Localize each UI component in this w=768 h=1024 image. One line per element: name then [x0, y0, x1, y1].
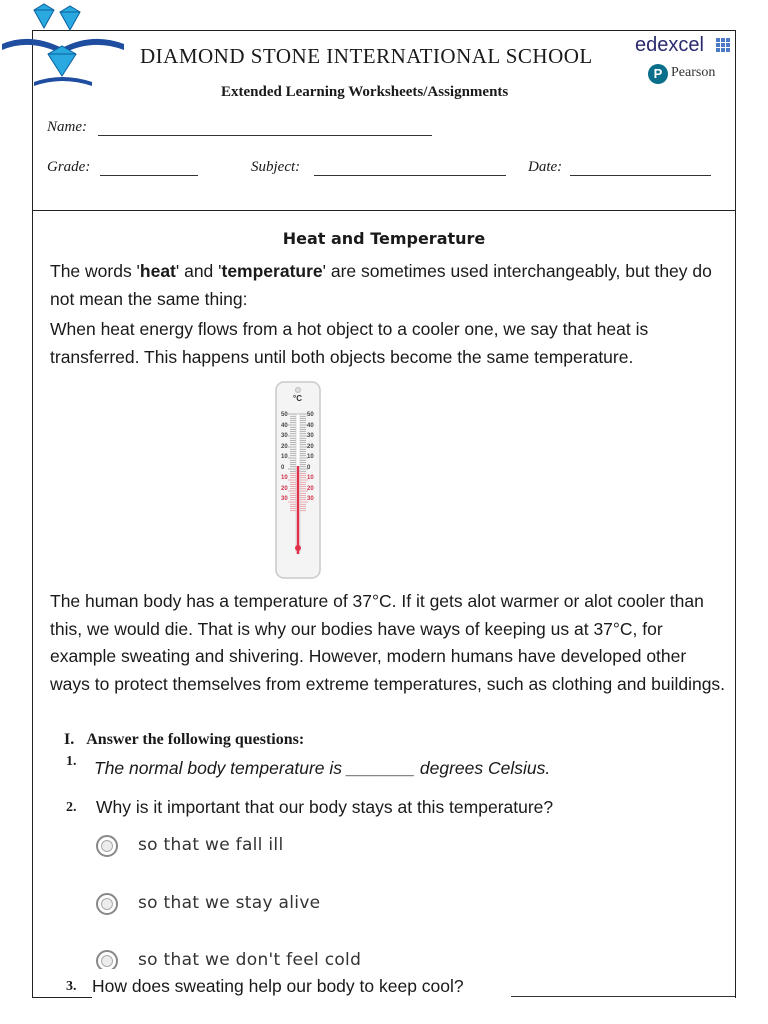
date-label: Date: [528, 159, 563, 175]
thermometer-scale-label: 40 [307, 422, 314, 429]
option-radio-1[interactable] [96, 835, 118, 857]
thermometer-scale-label: 40 [281, 422, 288, 429]
name-field[interactable] [98, 135, 432, 136]
subject-label: Subject: [251, 159, 301, 175]
option-radio-2[interactable] [96, 893, 118, 915]
thermometer-scale-label: 30 [281, 496, 288, 502]
question-3-answer-field[interactable] [511, 996, 735, 997]
thermometer-scale-label: 0 [307, 464, 311, 471]
thermometer-scale-label: 10 [307, 475, 314, 481]
worksheet-subtitle: Extended Learning Worksheets/Assignments [221, 84, 509, 100]
grade-field[interactable] [100, 175, 198, 176]
thermometer-scale-label: 10 [307, 454, 314, 460]
thermometer-scale-label: 20 [281, 443, 288, 450]
option-label-2[interactable]: so that we stay alive [138, 893, 321, 913]
question-3-text: How does sweating help our body to keep cool? [92, 976, 464, 996]
subject-field[interactable] [314, 175, 506, 176]
option-radio-3[interactable] [96, 950, 118, 969]
grade-label: Grade: [47, 159, 91, 175]
thermometer-scale-label: 10 [281, 475, 288, 481]
term-heat: heat [139, 261, 176, 281]
paragraph-body-temperature: The human body has a temperature of 37°C. If it gets alot warmer or alot cooler than this, we would die. That is why our bodies have ways of keeping us at 37°C, for example sweating and shivering. However, modern humans have developed other ways to protect themselves from extreme temperatures, such as clothing and buildings. [50, 591, 726, 694]
option-label-3[interactable]: so that we don't feel cold [138, 950, 362, 969]
option-label-1[interactable]: so that we fall ill [138, 835, 284, 855]
thermometer-scale-label: 30 [281, 433, 288, 439]
frame-top [32, 30, 736, 31]
paragraph-intro: The words 'heat' and 'temperature' are sometimes used interchangeably, but they do not mean the same thing: [50, 261, 712, 309]
edexcel-logo: edexcel [635, 34, 704, 56]
pearson-logo-icon: P [648, 64, 668, 84]
frame-bottom [32, 997, 92, 998]
thermometer-scale-label: 10 [281, 454, 288, 460]
frame-left [32, 30, 33, 998]
option-3-clip [90, 945, 410, 969]
thermometer-scale-label: 30 [307, 433, 314, 439]
school-logo-icon [0, 2, 132, 94]
question-2-number: 2. [66, 800, 77, 815]
question-3-number: 3. [66, 979, 77, 994]
header-divider [32, 210, 736, 211]
page-title: Heat and Temperature [282, 229, 486, 248]
thermometer-scale-label: 20 [307, 443, 314, 450]
thermometer-image [272, 380, 324, 580]
date-field[interactable] [570, 175, 711, 176]
term-temperature: temperature [221, 261, 323, 281]
question-1-number: 1. [66, 754, 77, 769]
question-1-text: The normal body temperature is _______ degrees Celsius. [94, 758, 551, 778]
thermometer-scale-label: 50 [307, 412, 314, 418]
question-2-text: Why is it important that our body stays at this temperature? [96, 797, 554, 817]
frame-right [735, 30, 736, 998]
edexcel-grid-icon [716, 38, 730, 52]
thermometer-scale-label: 20 [281, 485, 288, 492]
name-label: Name: [47, 119, 87, 135]
pearson-logo: Pearson [671, 65, 716, 80]
thermometer-unit: °C [293, 394, 302, 403]
thermometer-scale-label: 30 [307, 496, 314, 502]
school-name: DIAMOND STONE INTERNATIONAL SCHOOL [140, 44, 593, 68]
thermometer-scale-label: 20 [307, 485, 314, 492]
thermometer-scale-label: 50 [281, 412, 288, 418]
thermometer-scale-label: 0 [281, 464, 285, 471]
section-heading: I. Answer the following questions: [64, 731, 305, 748]
paragraph-heat-transfer: When heat energy flows from a hot object to a cooler one, we say that heat is transferred. This happens until both objects become the same temperature. [50, 319, 649, 367]
